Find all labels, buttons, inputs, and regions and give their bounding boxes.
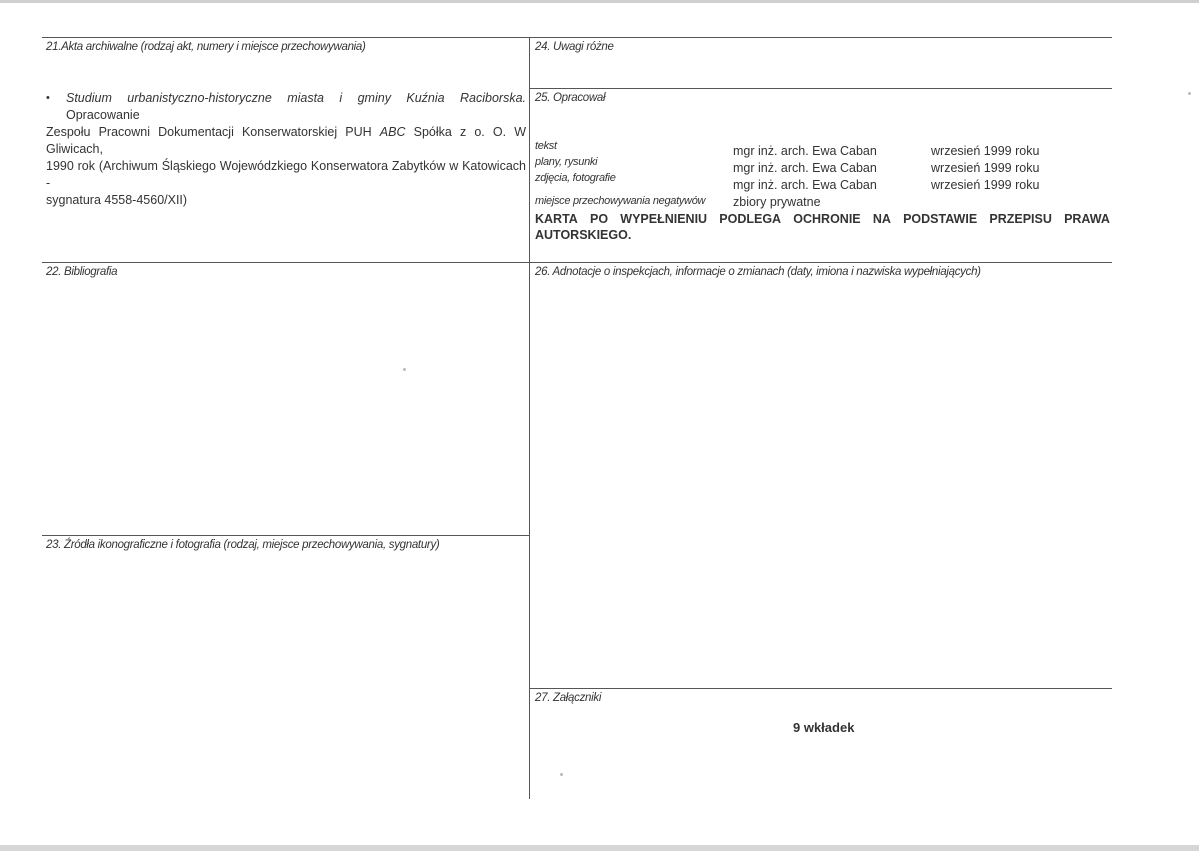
rule-right-25-26 — [529, 262, 1112, 263]
archival-entry — [46, 90, 526, 209]
negatives-label: miejsce przechowywania negatywów — [535, 195, 706, 207]
center-divider — [529, 37, 530, 799]
row-type-tekst: tekst — [535, 140, 557, 152]
section-27-label: 27. Załączniki — [535, 692, 602, 704]
copyright-word: PO — [590, 212, 609, 226]
rule-right-26-27 — [529, 688, 1112, 689]
row-date-plany: wrzesień 1999 roku — [931, 161, 1040, 175]
copyright-word: PODSTAWIE — [903, 212, 978, 226]
section-21-label: 21.Akta archiwalne (rodzaj akt, numery i miejsce przechowywania) — [46, 41, 366, 53]
copyright-word: NA — [872, 212, 891, 226]
rule-left-21-22 — [42, 262, 529, 263]
archival-entry-line-3: 1990 rok (Archiwum Śląskiego Wojewódzkiego Konserwatora Zabytków w Katowicach - — [46, 159, 526, 190]
scan-speck — [1188, 92, 1191, 95]
attachments-count: 9 wkładek — [793, 720, 855, 735]
row-type-zdjecia: zdjęcia, fotografie — [535, 172, 616, 184]
rule-left-22-23 — [42, 535, 529, 536]
scan-edge-top — [0, 0, 1199, 3]
section-22-label: 22. Bibliografia — [46, 266, 118, 278]
row-author-plany: mgr inż. arch. Ewa Caban — [733, 161, 877, 175]
archival-entry-title: Studium urbanistyczno-historyczne miasta i gminy Kuźnia Raciborska. — [66, 91, 526, 105]
row-type-plany: plany, rysunki — [535, 156, 598, 168]
copyright-word: OCHRONIE — [793, 212, 861, 226]
row-author-zdjecia: mgr inż. arch. Ewa Caban — [733, 178, 877, 192]
copyright-word: KARTA — [535, 212, 578, 226]
row-date-zdjecia: wrzesień 1999 roku — [931, 178, 1040, 192]
bullet-icon: • — [46, 92, 50, 104]
copyright-word: WYPEŁNIENIU — [620, 212, 708, 226]
section-25-label: 25. Opracował — [535, 92, 606, 104]
archival-entry-line-2b: Spółka z o. O. W Gliwicach, — [46, 125, 526, 156]
section-23-label: 23. Źródła ikonograficzne i fotografia (rodzaj, miejsce przechowywania, sygnatury) — [46, 539, 440, 551]
section-26-label: 26. Adnotacje o inspekcjach, informacje o zmianach (daty, imiona i nazwiska wypełniających) — [535, 266, 981, 278]
scan-edge-bottom — [0, 845, 1199, 851]
scan-speck — [403, 368, 406, 371]
copyright-notice — [535, 211, 1110, 243]
section-24-label: 24. Uwagi różne — [535, 41, 614, 53]
archival-entry-line-2a: Zespołu Pracowni Dokumentacji Konserwatorskiej PUH — [46, 125, 380, 139]
archival-entry-line-4: sygnatura 4558-4560/XII) — [46, 193, 188, 207]
row-author-tekst: mgr inż. arch. Ewa Caban — [733, 144, 877, 158]
rule-right-24-25 — [529, 88, 1112, 89]
top-rule — [42, 37, 1112, 38]
copyright-word: PRZEPISU — [989, 212, 1052, 226]
row-date-tekst: wrzesień 1999 roku — [931, 144, 1040, 158]
copyright-word: PODLEGA — [719, 212, 782, 226]
archival-entry-line-2-em: ABC — [379, 125, 406, 139]
archival-entry-text-1: Opracowanie — [66, 108, 140, 122]
scan-speck — [560, 773, 563, 776]
copyright-line-2: AUTORSKIEGO. — [535, 228, 632, 242]
negatives-value: zbiory prywatne — [733, 195, 821, 209]
copyright-word: PRAWA — [1064, 212, 1110, 226]
